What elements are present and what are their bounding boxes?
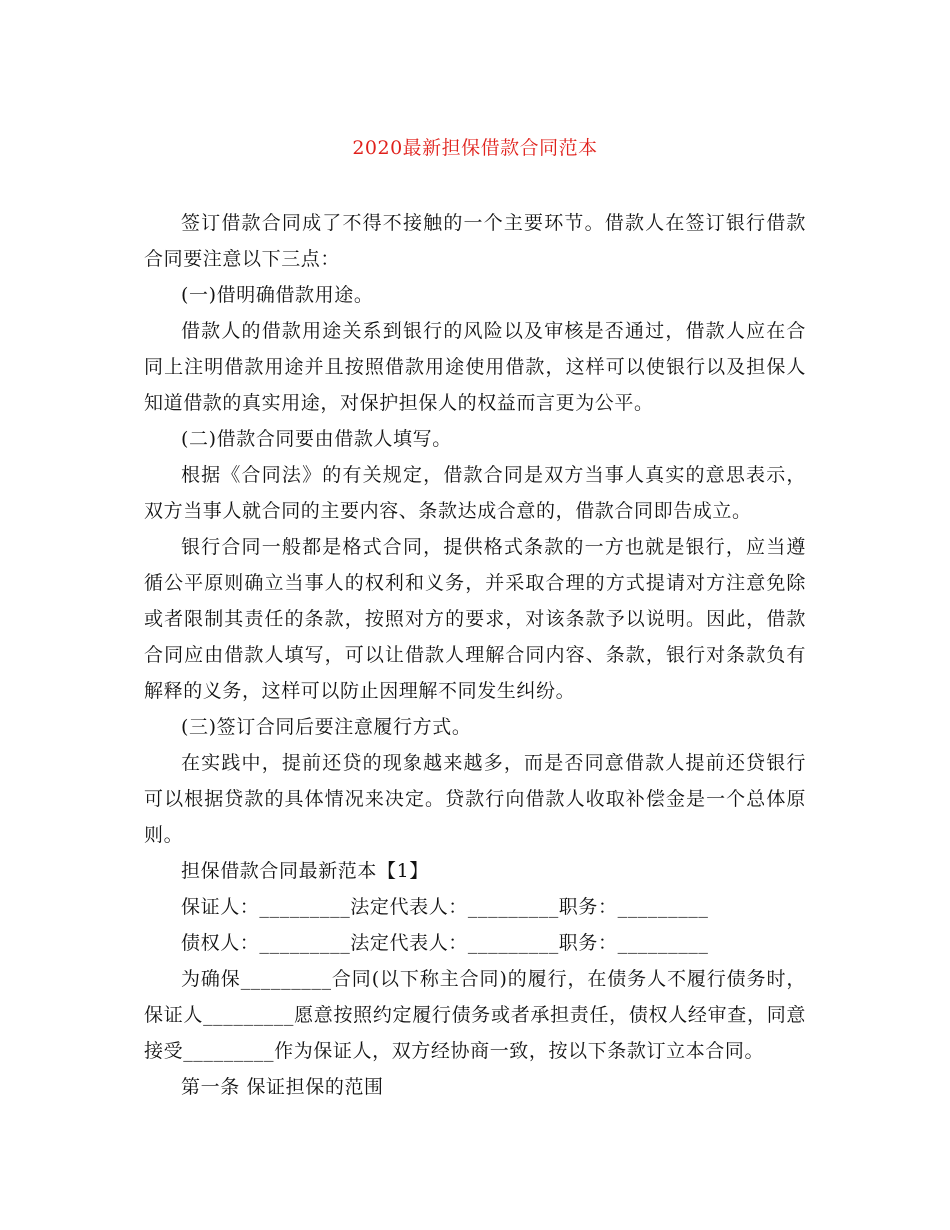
article-one-heading: 第一条 保证担保的范围 bbox=[181, 1076, 384, 1098]
point-two-paragraph-2: 银行合同一般都是格式合同，提供格式条款的一方也就是银行，应当遵循公平原则确立当事人的权利和义务，并采取合理的方式提请对方注意免除或者限制其责任的条款，按照对方的要求，对该条款予以说明。因此，借款合同应由借款人填写，可以让借款人理解合同内容、条款，银行对条款负有解释的义务，这样可以防止因理解不同发生纠纷。 bbox=[144, 536, 806, 702]
point-one-paragraph: 借款人的借款用途关系到银行的风险以及审核是否通过，借款人应在合同上注明借款用途并且按照借款用途使用借款，这样可以使银行以及担保人知道借款的真实用途，对保护担保人的权益而言更为公平。 bbox=[144, 320, 806, 414]
point-two-paragraph-1: 根据《合同法》的有关规定，借款合同是双方当事人真实的意思表示，双方当事人就合同的主要内容、条款达成合意的，借款合同即告成立。 bbox=[144, 464, 806, 522]
point-two-heading: (二)借款合同要由借款人填写。 bbox=[181, 428, 452, 450]
document-body bbox=[144, 205, 806, 1105]
template-heading: 担保借款合同最新范本【1】 bbox=[181, 860, 429, 882]
creditor-line: 债权人：_________法定代表人：_________职务：_________ bbox=[181, 932, 709, 954]
preamble-paragraph: 为确保_________合同(以下称主合同)的履行，在债务人不履行债务时，保证人_________愿意按照约定履行债务或者承担责任，债权人经审查，同意接受_________作为保证人，双方经协商一致，按以下条款订立本合同。 bbox=[144, 968, 806, 1062]
guarantor-line: 保证人：_________法定代表人：_________职务：_________ bbox=[181, 896, 709, 918]
point-three-heading: (三)签订合同后要注意履行方式。 bbox=[181, 716, 472, 738]
point-one-heading: (一)借明确借款用途。 bbox=[181, 284, 374, 306]
point-three-paragraph: 在实践中，提前还贷的现象越来越多，而是否同意借款人提前还贷银行可以根据贷款的具体情况来决定。贷款行向借款人收取补偿金是一个总体原则。 bbox=[144, 752, 806, 846]
intro-paragraph: 签订借款合同成了不得不接触的一个主要环节。借款人在签订银行借款合同要注意以下三点： bbox=[144, 212, 806, 270]
document-title: 2020最新担保借款合同范本 bbox=[352, 137, 598, 159]
